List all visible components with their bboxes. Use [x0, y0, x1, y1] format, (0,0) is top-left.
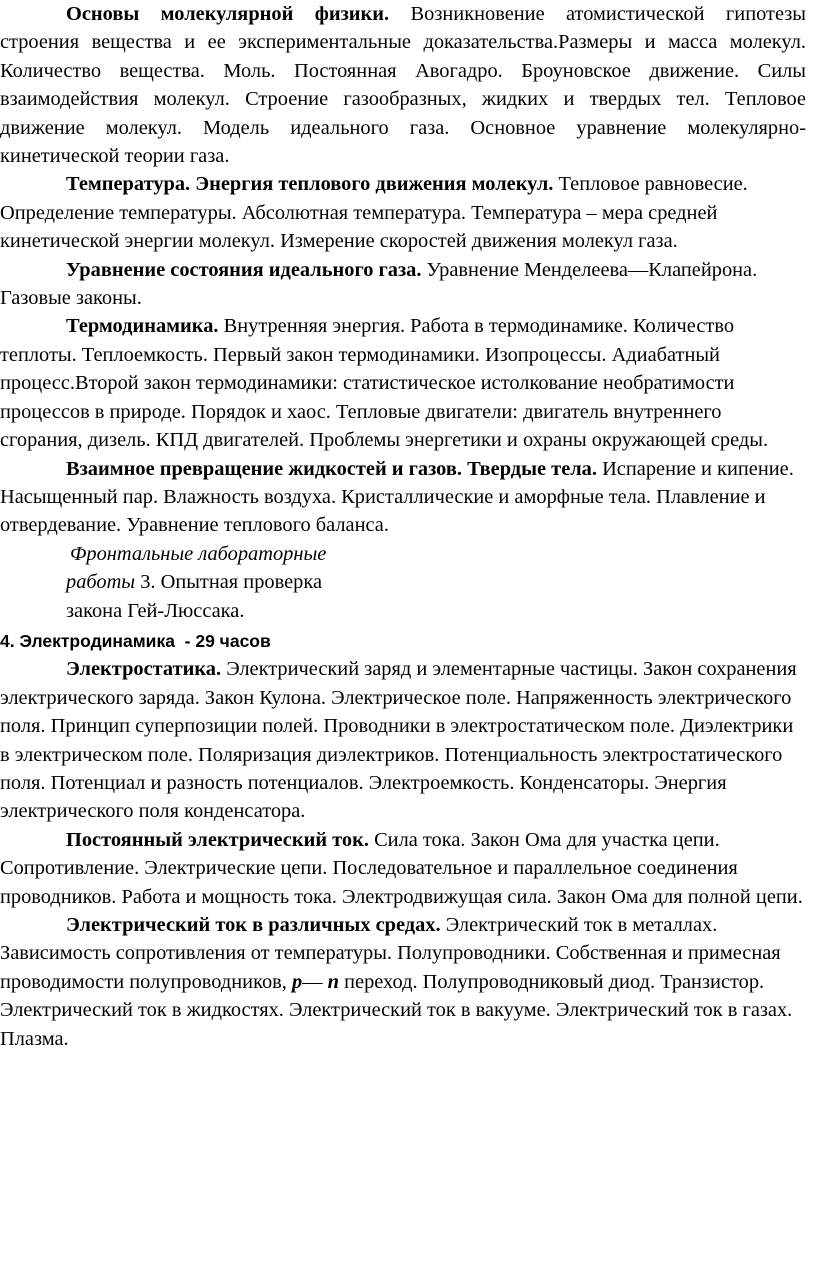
paragraph-text: Тепловое равновесие. Определение температуры. Абсолютная температура. Температура – мера средней кинетической энергии молекул. Измерение скоростей движения молекул газа. — [0, 173, 748, 253]
lab-works-line-1 — [66, 540, 806, 568]
paragraph-ideal-gas — [0, 256, 806, 284]
paragraph-text: Сила тока. Закон Ома для участка цепи. Сопротивление. Электрические цепи. Последовательное и параллельное соединения проводников. Работа и мощность тока. Электродвижущая сила. Закон Ома для полной цепи. — [0, 828, 803, 908]
paragraph-plasma: Плазма. — [0, 1027, 69, 1050]
paragraph-heading: Электрический ток в различных средах. — [66, 914, 441, 936]
lab-works-italic: Фронтальные лабораторные — [70, 542, 327, 565]
paragraph-heading: Термодинамика. — [66, 315, 219, 338]
paragraph-text: переход. Полупроводниковый диод. Транзистор. — [339, 970, 765, 993]
paragraph-text: Возникновение атомистической гипотезы строения вещества и ее экспериментальные доказательства.Размеры и масса молекул. Количество вещества. Моль. Постоянная Авогадро. Броуновское движение. Силы взаимодействия молекул. Строение газообразных, жидких и твердых тел. Тепловое движение молекул. Модель идеального газа. Основное уравнение молекулярно-кинетической теории газа. — [0, 3, 806, 168]
paragraph-text: Электрический ток в металлах. Зависимость сопротивления от температуры. Полупроводники. Собственная и примесная проводимости полупроводников, — [0, 914, 781, 993]
lab-works-italic: работы — [66, 571, 136, 594]
lab-works-line-3: закона Гей-Люссака. — [66, 599, 245, 622]
paragraph-heading: Температура. Энергия теплового движения молекул. — [66, 173, 554, 196]
lab-works-block — [0, 540, 806, 625]
paragraph-text: Электрический заряд и элементарные частицы. Закон сохранения электрического заряда. Закон Кулона. Электрическое поле. Напряженность электрического поля. Принцип суперпозиции полей. Проводники в электростатическом поле. Диэлектрики в электрическом поле. Поляризация диэлектриков. Потенциальность электростатического поля. Потенциал и разность потенциалов. Электроемкость. Конденсаторы. Энергия электрического поля конденсатора. — [0, 658, 797, 823]
lab-works-line-2 — [66, 568, 806, 596]
paragraph-temperature — [0, 170, 806, 255]
paragraph-molecular-physics — [0, 0, 806, 170]
p-type-symbol: p — [291, 970, 303, 993]
paragraph-heading: Электростатика. — [66, 658, 222, 681]
junction-dash: — — [302, 970, 328, 993]
paragraph-thermodynamics — [0, 312, 806, 454]
section-heading-electrodynamics: 4. Электродинамика - 29 часов — [0, 630, 271, 651]
paragraph-heading: Постоянный электрический ток. — [66, 828, 369, 851]
paragraph-text: Уравнение Менделеева—Клапейрона. — [421, 258, 758, 281]
paragraph-direct-current — [0, 826, 806, 911]
n-type-symbol: n — [327, 970, 340, 993]
paragraph-current-in-media — [0, 911, 806, 996]
paragraph-gas-laws: Газовые законы. — [0, 287, 142, 310]
paragraph-heading: Основы молекулярной физики. — [66, 3, 390, 25]
paragraph-current-liquids-vacuum-gases: Электрический ток в жидкостях. Электрический ток в вакууме. Электрический ток в газах. — [0, 999, 793, 1022]
paragraph-electrostatics — [0, 655, 806, 825]
paragraph-heading: Уравнение состояния идеального газа. — [66, 258, 422, 281]
lab-works-text: 3. Опытная проверка — [135, 571, 322, 594]
paragraph-text: Внутренняя энергия. Работа в термодинамике. Количество теплоты. Теплоемкость. Первый закон термодинамики. Изопроцессы. Адиабатный процесс.Второй закон термодинамики: статистическое истолкование необратимости процессов в природе. Порядок и хаос. Тепловые двигатели: двигатель внутреннего сгорания, дизель. КПД двигателей. Проблемы энергетики и охраны окружающей среды. — [0, 315, 769, 452]
paragraph-text: Испарение и кипение. Насыщенный пар. Влажность воздуха. Кристаллические и аморфные тела. Плавление и отвердевание. Уравнение теплового баланса. — [0, 457, 794, 537]
paragraph-heading: Взаимное превращение жидкостей и газов. Твердые тела. — [66, 457, 597, 480]
paragraph-phase-transitions — [0, 455, 806, 540]
